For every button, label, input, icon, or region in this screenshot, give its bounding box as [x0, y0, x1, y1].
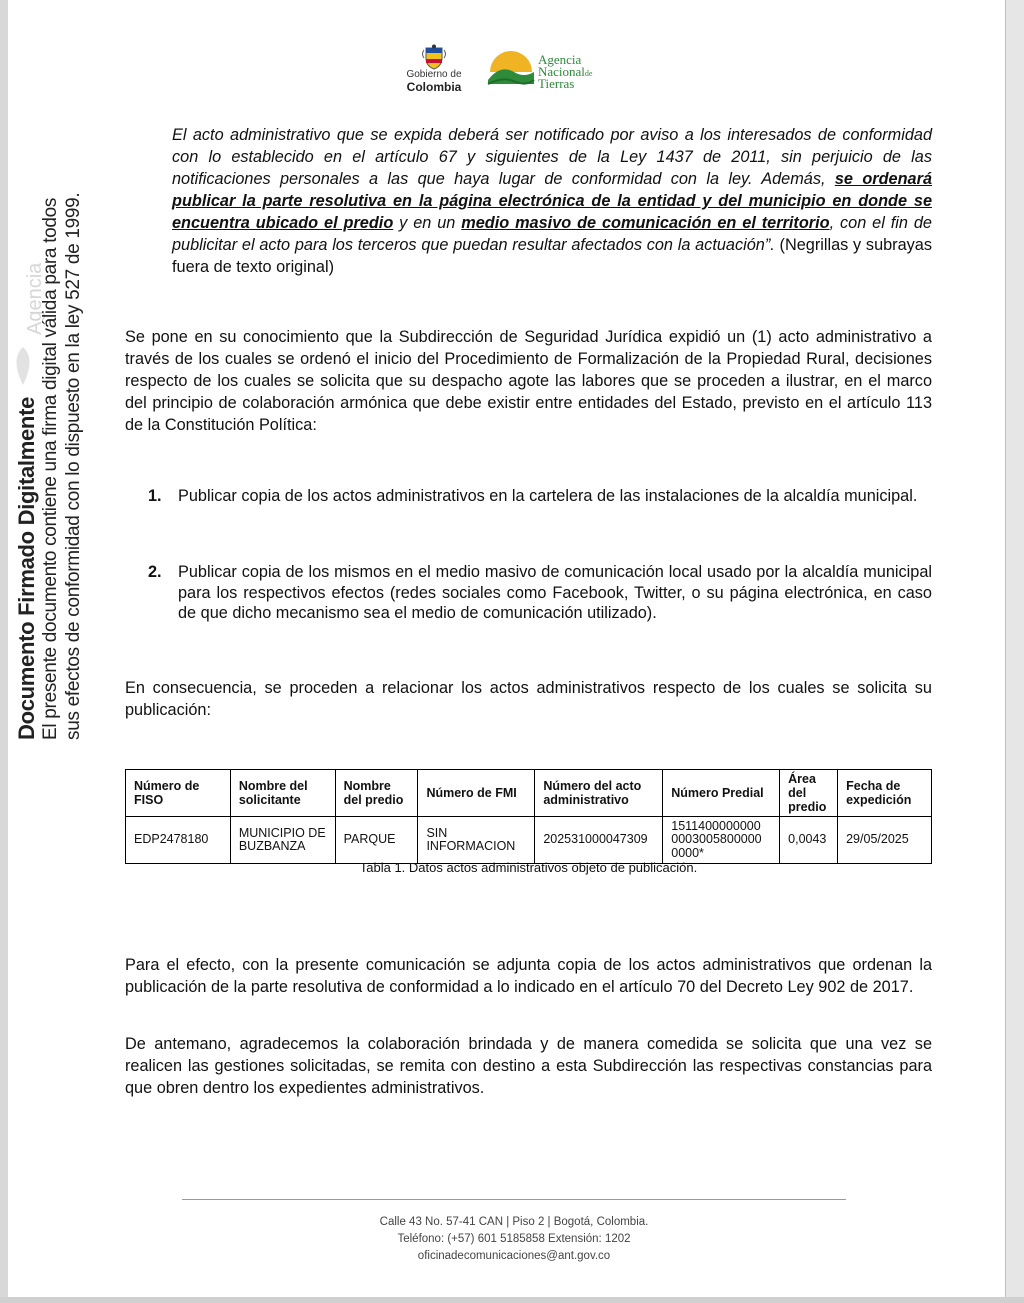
footer — [182, 1214, 846, 1265]
list-number: 2. — [148, 563, 162, 581]
table-cell: SIN INFORMACION — [418, 817, 535, 864]
table-caption: Tabla 1. Datos actos administrativos objeto de publicación. — [359, 860, 698, 875]
footer-phone: Teléfono: (+57) 601 5185858 Extensión: 1202 — [397, 1233, 631, 1245]
gov-line2: Colombia — [406, 80, 462, 94]
quote-part3: , con el fin de publicitar el acto para los terceros que puedan resultar afectados con la actuación”. — [172, 214, 932, 254]
gobierno-colombia-logo — [398, 44, 470, 100]
ant-line1: Agencia — [538, 52, 582, 67]
stamp-title: Documento Firmado Digitalmente — [14, 396, 39, 740]
footer-address: Calle 43 No. 57-41 CAN | Piso 2 | Bogotá, Colombia. — [379, 1216, 649, 1228]
table-cell: 0,0043 — [780, 817, 838, 864]
page-edge-left — [0, 0, 8, 1303]
table-header-row — [126, 770, 932, 817]
table-cell: 202531000047309 — [535, 817, 663, 864]
ant-landscape-icon — [486, 50, 536, 90]
list-text: Publicar copia de los mismos en el medio masivo de comunicación local usado por la alcaldía municipal para los respectivos efectos (redes sociales como Facebook, Twitter, o su página electrónica, en caso de que dicho mecanismo sea el medio de comunicación utilizado). — [178, 563, 932, 622]
table-header-cell: Número de FISO — [126, 770, 231, 817]
table-cell: EDP2478180 — [126, 817, 231, 864]
quote-note: (Negrillas y subrayas fuera de texto original) — [172, 236, 932, 276]
table-cell: PARQUE — [335, 817, 418, 864]
table-cell: 1511400000000 0003005800000 0000* — [663, 817, 780, 864]
quote-bold1: se ordenará publicar la parte resolutiva en la página electrónica de la entidad y del municipio en donde se encuentra ubicado el predio — [172, 170, 932, 232]
header-logos — [398, 44, 638, 100]
stamp-line1: El presente documento contiene una firma digital válida para todos — [40, 197, 61, 740]
ant-logo — [486, 50, 636, 100]
table-cell: MUNICIPIO DE BUZBANZA — [230, 817, 335, 864]
table-header-cell: Número del acto administrativo — [535, 770, 663, 817]
page-edge-bottom — [0, 1297, 1024, 1303]
list-text: Publicar copia de los actos administrativos en la cartelera de las instalaciones de la alcaldía municipal. — [178, 487, 918, 505]
footer-email[interactable]: oficinadecomunicaciones@ant.gov.co — [417, 1250, 611, 1262]
table-header-cell: Fecha de expedición — [838, 770, 932, 817]
paragraph-1: Se pone en su conocimiento que la Subdirección de Seguridad Jurídica expidió un (1) acto administrativo a través de los cuales se ordenó el inicio del Procedimiento de Formalización de la Propiedad Rural, decisiones respecto de los cuales se solicita que su despacho agote las labores que se proceden a ilustrar, en el marco del principio de colaboración armónica que debe existir entre entidades del Estado, previsto en el artículo 113 de la Constitución Política: — [125, 328, 932, 434]
stamp-line2: sus efectos de conformidad con lo dispuesto en la ley 527 de 1999. — [63, 192, 84, 740]
quote-part1: El acto administrativo que se expida deberá ser notificado por aviso a los interesados de conformidad con lo establecido en el artículo 67 y siguientes de la Ley 1437 de 2011, sin perjuicio de las notificaciones personales a las que haya lugar de conformidad con la ley. Además, — [172, 126, 932, 188]
quote-part2: y en un — [393, 214, 462, 232]
list-number: 1. — [148, 487, 162, 505]
watermark-text: Agencia — [24, 262, 46, 335]
table-header-cell: Número Predial — [663, 770, 780, 817]
table-header-cell: Área del predio — [780, 770, 838, 817]
paragraph-2: En consecuencia, se proceden a relacionar los actos administrativos respecto de los cuales se solicita su publicación: — [125, 679, 932, 719]
quote-bold2: medio masivo de comunicación en el territorio — [461, 214, 830, 232]
ant-de: de — [584, 69, 593, 78]
paragraph-3: Para el efecto, con la presente comunicación se adjunta copia de los actos administrativos que ordenan la publicación de la parte resolutiva de conformidad a lo indicado en el artículo 70 del Decreto Ley 902 de 2017. — [125, 956, 932, 996]
table-header-cell: Nombre del predio — [335, 770, 418, 817]
quoted-paragraph — [172, 124, 932, 278]
acts-table — [125, 769, 932, 864]
footer-divider — [182, 1199, 846, 1200]
table-cell: 29/05/2025 — [838, 817, 932, 864]
paragraph-4: De antemano, agradecemos la colaboración brindada y de manera comedida se solicita que una vez se realicen las gestiones solicitadas, se remita con destino a esta Subdirección las respectivas constancias para que obren dentro los expedientes administrativos. — [125, 1035, 932, 1097]
digital-signature-stamp — [14, 192, 85, 740]
ant-line2: Nacional — [538, 64, 585, 79]
table-header-cell: Nombre del solicitante — [230, 770, 335, 817]
coat-of-arms-icon — [420, 44, 448, 70]
ant-line3: Tierras — [538, 76, 575, 91]
table-row — [126, 817, 932, 864]
page-edge-right — [1005, 0, 1024, 1303]
gov-line1: Gobierno de — [406, 69, 462, 80]
table-header-cell: Número de FMI — [418, 770, 535, 817]
